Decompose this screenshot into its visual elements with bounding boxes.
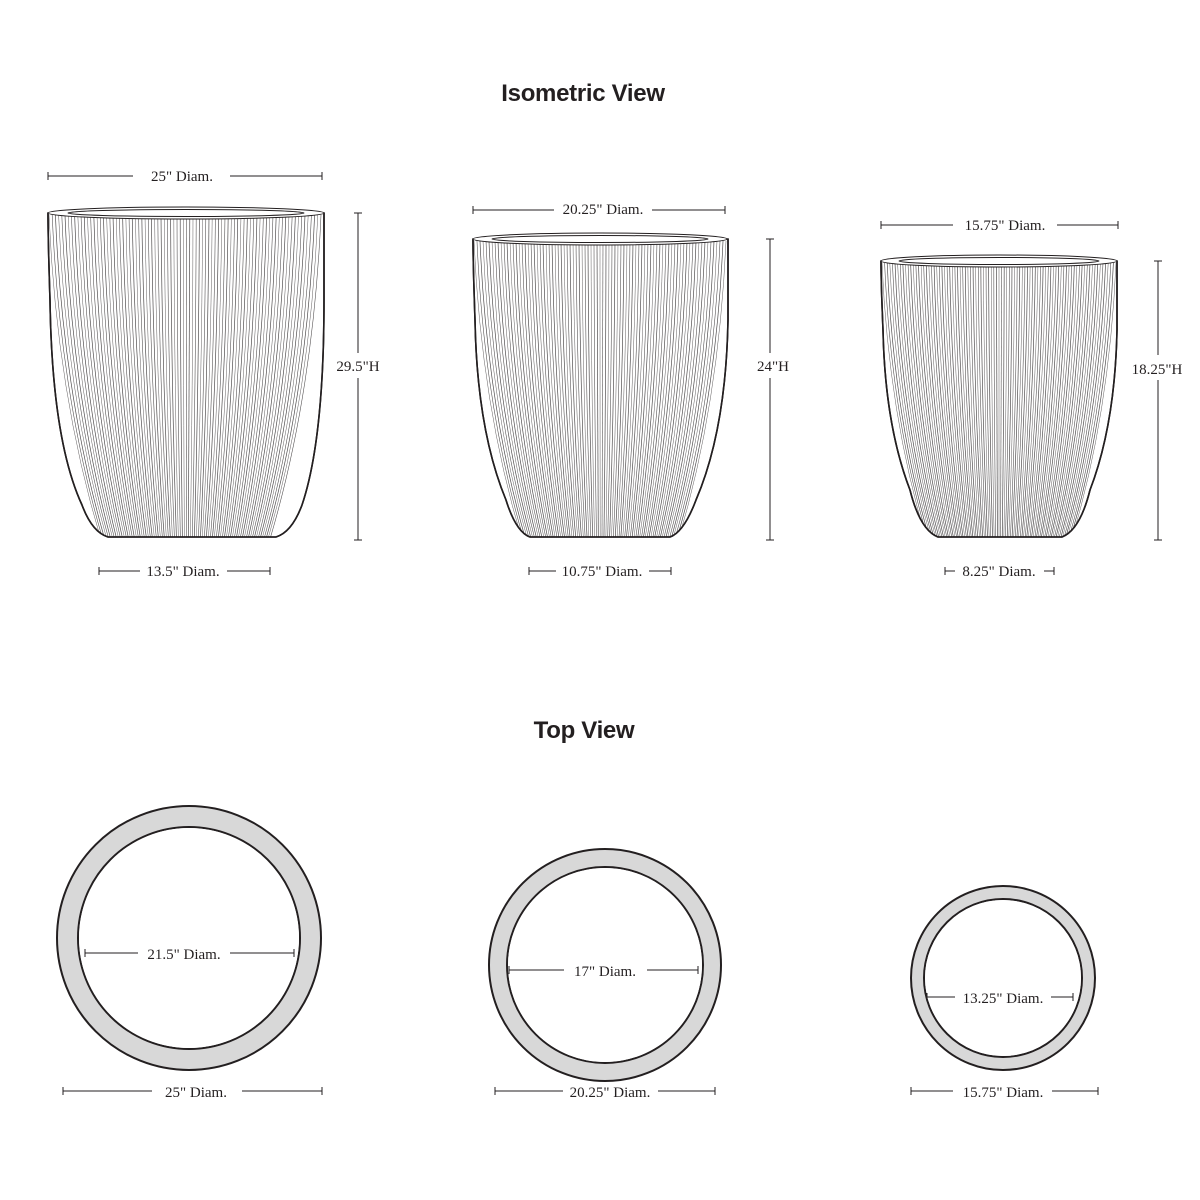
large-planter-rim-inner — [68, 210, 304, 217]
top-view-medium-ring — [489, 849, 721, 1101]
large-base-diameter-dimension — [99, 564, 270, 580]
top-view-large-ring — [57, 806, 322, 1101]
small-inner-diameter-label: 13.25" Diam. — [962, 991, 1044, 1007]
large-inner-diameter-label: 21.5" Diam. — [147, 947, 221, 963]
small-height-label: 18.25"H — [1131, 362, 1183, 378]
large-height-dimension — [336, 213, 379, 540]
isometric-medium-planter — [473, 202, 789, 580]
medium-top-diameter-dimension — [473, 202, 725, 218]
top-view-title: Top View — [533, 717, 635, 744]
large-ring-inner-fill — [79, 828, 299, 1048]
small-height-dimension — [1132, 261, 1183, 540]
medium-base-diameter-dimension — [529, 564, 671, 580]
medium-height-dimension — [757, 239, 789, 540]
small-planter-rim-inner — [899, 258, 1099, 265]
isometric-large-planter — [48, 169, 380, 580]
small-base-diameter-label: 8.25" Diam. — [962, 564, 1036, 580]
large-top-diameter-dimension — [48, 169, 322, 185]
medium-top-diameter-label: 20.25" Diam. — [562, 202, 644, 218]
large-top-diameter-label: 25" Diam. — [151, 169, 213, 185]
small-top-diameter-dimension — [881, 218, 1118, 234]
medium-planter-rim-inner — [492, 236, 708, 243]
small-ring-inner-fill — [925, 900, 1081, 1056]
medium-height-label: 24"H — [757, 359, 789, 375]
small-outer-diameter-dimension — [911, 1085, 1098, 1101]
isometric-view-title: Isometric View — [501, 80, 665, 107]
medium-outer-diameter-dimension — [495, 1085, 715, 1101]
isometric-small-planter — [881, 218, 1183, 580]
small-top-diameter-label: 15.75" Diam. — [964, 218, 1046, 234]
top-view-small-ring — [911, 886, 1098, 1101]
large-height-label: 29.5"H — [336, 359, 380, 375]
large-outer-diameter-dimension — [63, 1085, 322, 1101]
medium-outer-diameter-label: 20.25" Diam. — [569, 1085, 651, 1101]
medium-base-diameter-label: 10.75" Diam. — [561, 564, 643, 580]
small-outer-diameter-label: 15.75" Diam. — [962, 1085, 1044, 1101]
large-outer-diameter-label: 25" Diam. — [165, 1085, 227, 1101]
small-base-diameter-dimension — [945, 564, 1054, 580]
medium-inner-diameter-label: 17" Diam. — [574, 964, 636, 980]
large-base-diameter-label: 13.5" Diam. — [146, 564, 220, 580]
